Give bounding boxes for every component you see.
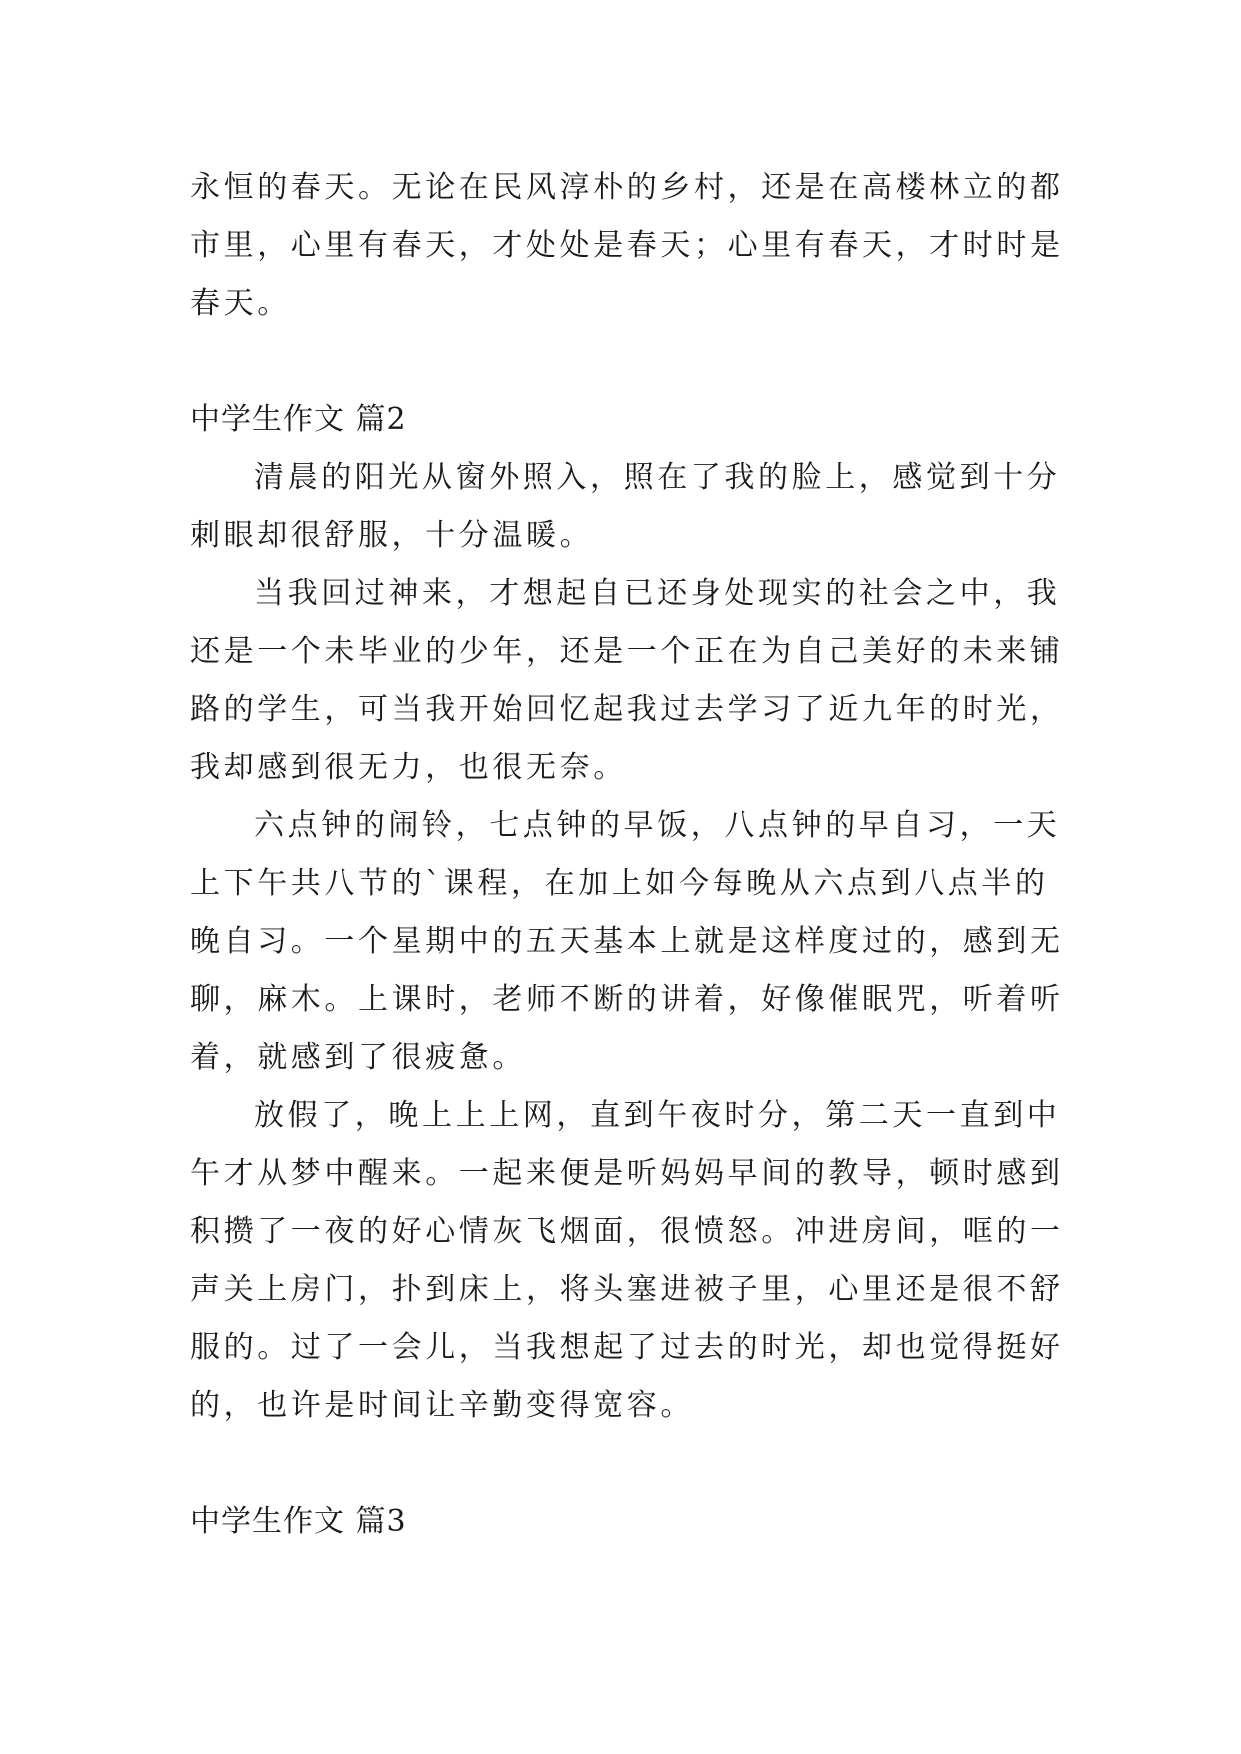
paragraph-line: 还是一个未毕业的少年，还是一个正在为自己美好的未来铺 — [190, 634, 1064, 669]
paragraph-line: 刺眼却很舒服，十分温暖。 — [190, 518, 594, 553]
paragraph-line: 六点钟的闹铃，七点钟的早饭，八点钟的早自习，一天 — [254, 808, 1061, 843]
paragraph-line: 放假了，晚上上上网，直到午夜时分，第二天一直到中 — [254, 1098, 1061, 1133]
section-heading: 中学生作文 篇3 — [190, 1504, 407, 1539]
paragraph-line: 路的学生，可当我开始回忆起我过去学习了近九年的时光， — [190, 692, 1064, 727]
paragraph-line: 午才从梦中醒来。一起来便是听妈妈早间的教导，顿时感到 — [190, 1156, 1064, 1191]
paragraph-line: 聊，麻木。上课时，老师不断的讲着，好像催眠咒，听着听 — [190, 982, 1064, 1017]
paragraph-line: 晚自习。一个星期中的五天基本上就是这样度过的，感到无 — [190, 924, 1064, 959]
section-heading: 中学生作文 篇2 — [190, 402, 407, 437]
paragraph-line: 市里，心里有春天，才处处是春天；心里有春天，才时时是 — [190, 228, 1064, 263]
paragraph-line: 上下午共八节的`课程，在加上如今每晚从六点到八点半的 — [190, 866, 1049, 901]
paragraph-line: 服的。过了一会儿，当我想起了过去的时光，却也觉得挺好 — [190, 1330, 1064, 1365]
paragraph-line: 永恒的春天。无论在民风淳朴的乡村，还是在高楼林立的都 — [190, 170, 1064, 205]
paragraph-line: 的，也许是时间让辛勤变得宽容。 — [190, 1388, 694, 1423]
paragraph-line: 清晨的阳光从窗外照入，照在了我的脸上，感觉到十分 — [254, 460, 1061, 495]
paragraph-line: 当我回过神来，才想起自已还身处现实的社会之中，我 — [254, 576, 1061, 611]
paragraph-line: 声关上房门，扑到床上，将头塞进被子里，心里还是很不舒 — [190, 1272, 1064, 1307]
paragraph-line: 我却感到很无力，也很无奈。 — [190, 750, 627, 785]
paragraph-line: 积攒了一夜的好心情灰飞烟面，很愤怒。冲进房间，哐的一 — [190, 1214, 1064, 1249]
paragraph-line: 春天。 — [190, 286, 291, 321]
paragraph-line: 着，就感到了很疲惫。 — [190, 1040, 526, 1075]
